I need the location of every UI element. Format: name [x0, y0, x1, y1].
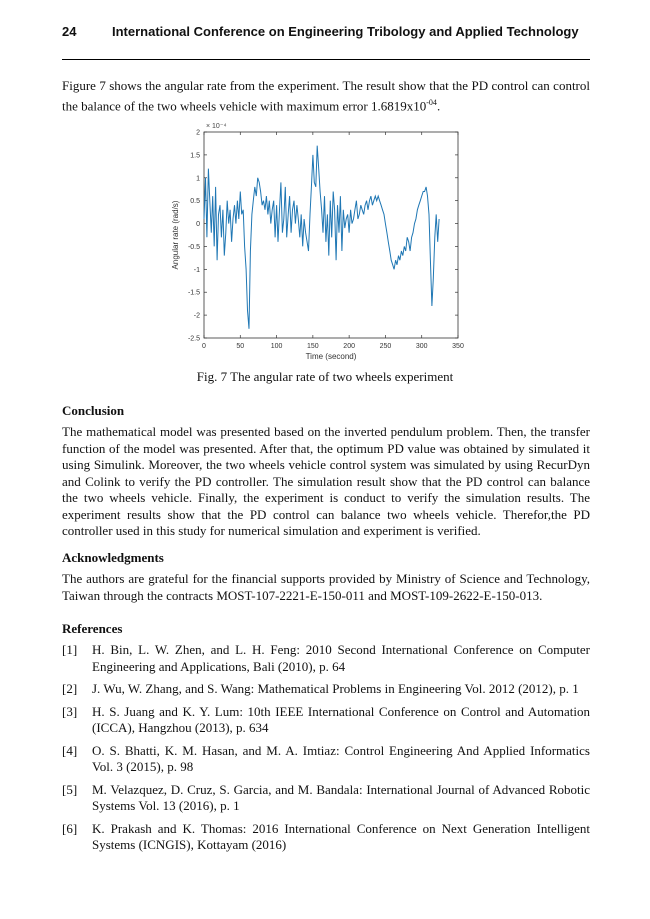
page-number: 24	[62, 24, 77, 39]
x-axis-ticks	[202, 132, 464, 350]
figure-caption: Fig. 7 The angular rate of two wheels experiment	[196, 369, 454, 384]
reference-number: [3]	[62, 703, 78, 719]
x-tick-label: 200	[343, 343, 355, 350]
references-heading: References	[62, 621, 123, 636]
reference-item	[62, 681, 590, 698]
y-tick-label: 1	[196, 175, 200, 183]
y-tick-label: -0.5	[187, 243, 200, 251]
reference-text: K. Prakash and K. Thomas: 2016 International Conference on Next Generation Intelligent Systems (ICNGIS), Kottayam (2016)	[92, 820, 590, 852]
reference-text: H. S. Juang and K. Y. Lum: 10th IEEE International Conference on Control and Automation (ICCA), Hangzhou (2013), p. 634	[92, 703, 590, 735]
y-tick-label: -2	[193, 312, 200, 320]
reference-item	[62, 704, 590, 737]
reference-list	[62, 642, 590, 860]
acknowledgments-paragraph: The authors are grateful for the financial supports provided by Ministry of Science and Technology, Taiwan through the contracts MOST-107-2221-E-150-011 and MOST-109-2622-E-150-013.	[62, 571, 590, 603]
reference-number: [2]	[62, 681, 78, 696]
intro-text-end: .	[436, 97, 441, 113]
x-tick-label: 150	[307, 343, 319, 350]
reference-text: J. Wu, W. Zhang, and S. Wang: Mathematical Problems in Engineering Vol. 2012 (2012), p. 1	[92, 681, 579, 696]
reference-number: [1]	[62, 642, 78, 657]
intro-text: Figure 7 shows the angular rate from the experiment. The result show that the PD control can control the balance of the two wheels vehicle with maximum error 1.6819x10	[62, 78, 590, 113]
y-axis-label: Angular rate (rad/s)	[171, 200, 180, 270]
y-axis-multiplier: × 10⁻⁴	[206, 123, 227, 130]
angular-rate-series-line	[204, 146, 439, 329]
y-tick-label: -1	[193, 266, 200, 274]
x-tick-label: 350	[452, 343, 464, 350]
reference-item	[62, 782, 590, 815]
x-tick-label: 50	[236, 343, 245, 350]
journal-title: International Conference on Engineering Tribology and Applied Technology	[112, 24, 579, 39]
conclusion-paragraph: The mathematical model was presented based on the inverted pendulum problem. Then, the transfer function of the model was presented. After that, the optimum PD value was obtained by simulated it using Simulink. Moreover, the two wheels vehicle control system was simulated by using RecurDyn and Colink to verify the PD controller. The simulation result show that the PD control can balance the two wheels vehicle. Finally, the experiment is conduct to verify the simulation results. The experiment results show that the PD control can balance two wheels vehicle. Therefor,the PD controller used in this study for numerical simulation and experiment is verified.	[62, 424, 590, 538]
x-axis-label: Time (second)	[305, 352, 357, 361]
reference-text: H. Bin, L. W. Zhen, and L. H. Feng: 2010 Second International Conference on Computer Engineering and Applications, Bali (2010), p. 64	[92, 642, 590, 674]
header-rule	[62, 59, 590, 60]
reference-text: M. Velazquez, D. Cruz, S. Garcia, and M. Bandala: International Journal of Advanced Robotic Systems Vol. 13 (2016), p. 1	[92, 781, 590, 813]
reference-number: [4]	[62, 742, 78, 758]
reference-item	[62, 642, 590, 675]
y-axis-ticks	[188, 130, 458, 343]
y-tick-label: -1.5	[187, 289, 200, 297]
acknowledgments-heading: Acknowledgments	[62, 550, 164, 565]
x-tick-label: 0	[202, 343, 206, 350]
reference-number: [6]	[62, 820, 78, 836]
y-tick-label: 0	[196, 221, 200, 229]
plot-frame	[204, 132, 458, 338]
intro-exponent: -04	[426, 97, 437, 107]
conclusion-heading: Conclusion	[62, 403, 125, 418]
y-tick-label: -2.5	[187, 335, 200, 343]
intro-paragraph	[62, 78, 590, 114]
reference-number: [5]	[62, 781, 78, 797]
x-tick-label: 250	[379, 343, 392, 350]
x-tick-label: 100	[270, 343, 283, 350]
y-tick-label: 1.5	[190, 152, 200, 160]
running-header	[62, 22, 590, 44]
angular-rate-chart	[160, 118, 470, 363]
y-tick-label: 0.5	[190, 198, 200, 206]
x-tick-label: 300	[415, 343, 428, 350]
reference-text: O. S. Bhatti, K. M. Hasan, and M. A. Imtiaz: Control Engineering And Applied Informatics Vol. 3 (2015), p. 98	[92, 742, 590, 774]
y-tick-label: 2	[196, 129, 200, 137]
reference-item	[62, 743, 590, 776]
reference-item	[62, 821, 590, 854]
